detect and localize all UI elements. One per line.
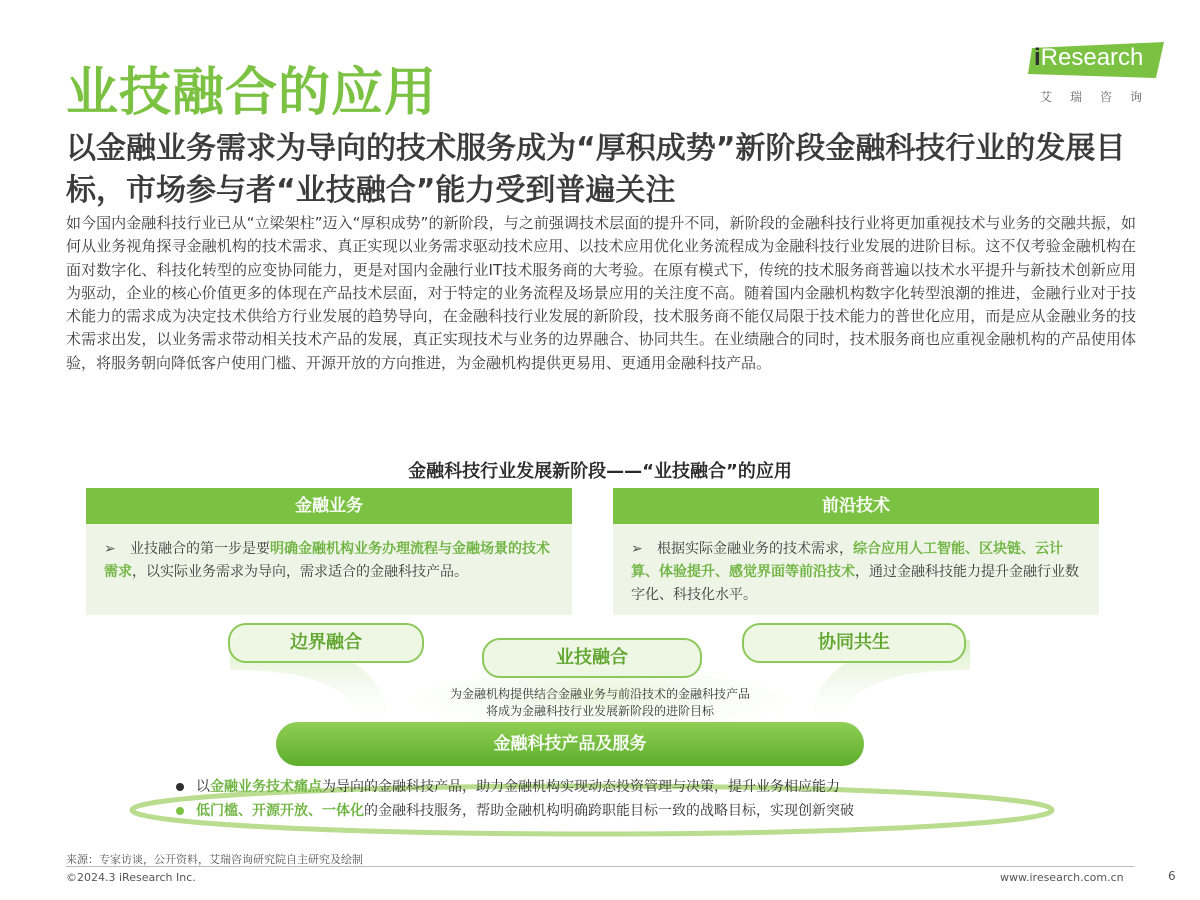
synergy-oval: 协同共生	[742, 623, 966, 663]
diagram-caption-line1: 为金融机构提供结合金融业务与前沿技术的金融科技产品	[449, 687, 750, 701]
diagram-caption-line2: 将成为金融科技行业发展新阶段的进阶目标	[485, 704, 714, 718]
bullet-2-rest: 的金融科技服务，帮助金融机构明确跨职能目标一致的战略目标，实现创新突破	[364, 803, 854, 819]
iresearch-logo	[1028, 40, 1168, 80]
copyright: ©2024.3 iResearch Inc.	[66, 871, 196, 884]
business-tech-fusion-oval: 业技融合	[482, 638, 702, 678]
bullet-item-1	[176, 776, 840, 796]
frontier-tech-panel	[613, 488, 1099, 615]
finance-business-highlight: 明确金融机构业务办理流程与金融场景的技术需求	[104, 541, 550, 580]
site-url[interactable]: www.iresearch.com.cn	[1000, 871, 1124, 884]
page-subtitle: 以金融业务需求为导向的技术服务成为“厚积成势”新阶段金融科技行业的发展目标，市场参与者“业技融合”能力受到普遍关注	[66, 131, 1126, 208]
frontier-tech-heading: 前沿技术	[613, 488, 1099, 524]
bullet-1-highlight: 金融业务技术痛点	[210, 779, 322, 795]
logo-wordmark	[1034, 44, 1143, 72]
finance-business-text-b: ，以实际业务需求为导向，需求适合的金融科技产品。	[132, 564, 468, 580]
source-note: 来源：专家访谈，公开资料，艾瑞咨询研究院自主研究及绘制	[66, 853, 363, 866]
logo-wordmark-rest: Research	[1040, 44, 1144, 71]
bullet-item-2	[176, 800, 854, 820]
logo-wordmark-i: i	[1034, 44, 1041, 71]
logo-chinese: 艾瑞咨询	[1040, 90, 1161, 104]
page-title: 业技融合的应用	[66, 63, 438, 123]
arrow-bullet-icon: ➢	[631, 541, 643, 557]
frontier-tech-highlight: 综合应用人工智能、区块链、云计算、体验提升、感觉界面等前沿技术	[631, 541, 1063, 580]
bullet-dot-icon	[176, 783, 184, 791]
finance-business-heading: 金融业务	[86, 488, 572, 524]
frontier-tech-text-b: ，通过金融科技能力提升金融行业数字化、科技化水平。	[631, 564, 1079, 603]
footer-divider	[66, 866, 1134, 867]
bullet-1-prefix: 以	[196, 779, 210, 795]
frontier-tech-text	[631, 538, 1081, 607]
arrow-bullet-icon: ➢	[104, 541, 116, 557]
finance-business-panel	[86, 488, 572, 615]
finance-business-text-a: 业技融合的第一步是要	[130, 541, 270, 557]
body-paragraph: 如今国内金融科技行业已从“立梁架柱”迈入“厚积成势”的新阶段，与之前强调技术层面的提升不同，新阶段的金融科技行业将更加重视技术与业务的交融共振，如何从业务视角探寻金融机构的技术需求、真正实现以业务需求驱动技术应用、以技术应用优化业务流程成为金融科技行业发展的进阶目标。这不仅考验金融机构在面对数字化、科技化转型的应变协同能力，更是对国内金融行业IT技术服务商的大考验。在原有模式下，传统的技术服务商普遍以技术水平提升与新技术创新应用为驱动，企业的核心价值更多的体现在产品技术层面，对于特定的业务流程及场景应用的关注度不高。随着国内金融机构数字化转型浪潮的推进，金融行业对于技术能力的需求成为决定技术供给方行业发展的趋势导向，在金融科技行业发展的新阶段，技术服务商不能仅局限于技术能力的普世化应用，而是应从金融业务的技术需求出发，以业务需求带动相关技术产品的发展，真正实现技术与业务的边界融合、协同共生。在业绩融合的同时，技术服务商也应重视金融机构的产品使用体验，将服务朝向降低客户使用门槛、开源开放的方向推进，为金融机构提供更易用、更通用金融科技产品。	[66, 214, 1136, 372]
bullet-1-rest: 为导向的金融科技产品，助力金融机构实现动态投资管理与决策，提升业务相应能力	[322, 779, 840, 795]
page-number: 6	[1168, 869, 1176, 883]
bullet-2-highlight: 低门槛、开源开放、一体化	[196, 803, 364, 819]
diagram-title: 金融科技行业发展新阶段——“业技融合”的应用	[408, 461, 792, 482]
finance-business-text	[104, 538, 554, 584]
boundary-fusion-oval: 边界融合	[228, 623, 424, 663]
frontier-tech-text-a: 根据实际金融业务的技术需求，	[657, 541, 853, 557]
product-service-bar: 金融科技产品及服务	[276, 722, 864, 766]
bullet-dot-icon	[176, 807, 184, 815]
